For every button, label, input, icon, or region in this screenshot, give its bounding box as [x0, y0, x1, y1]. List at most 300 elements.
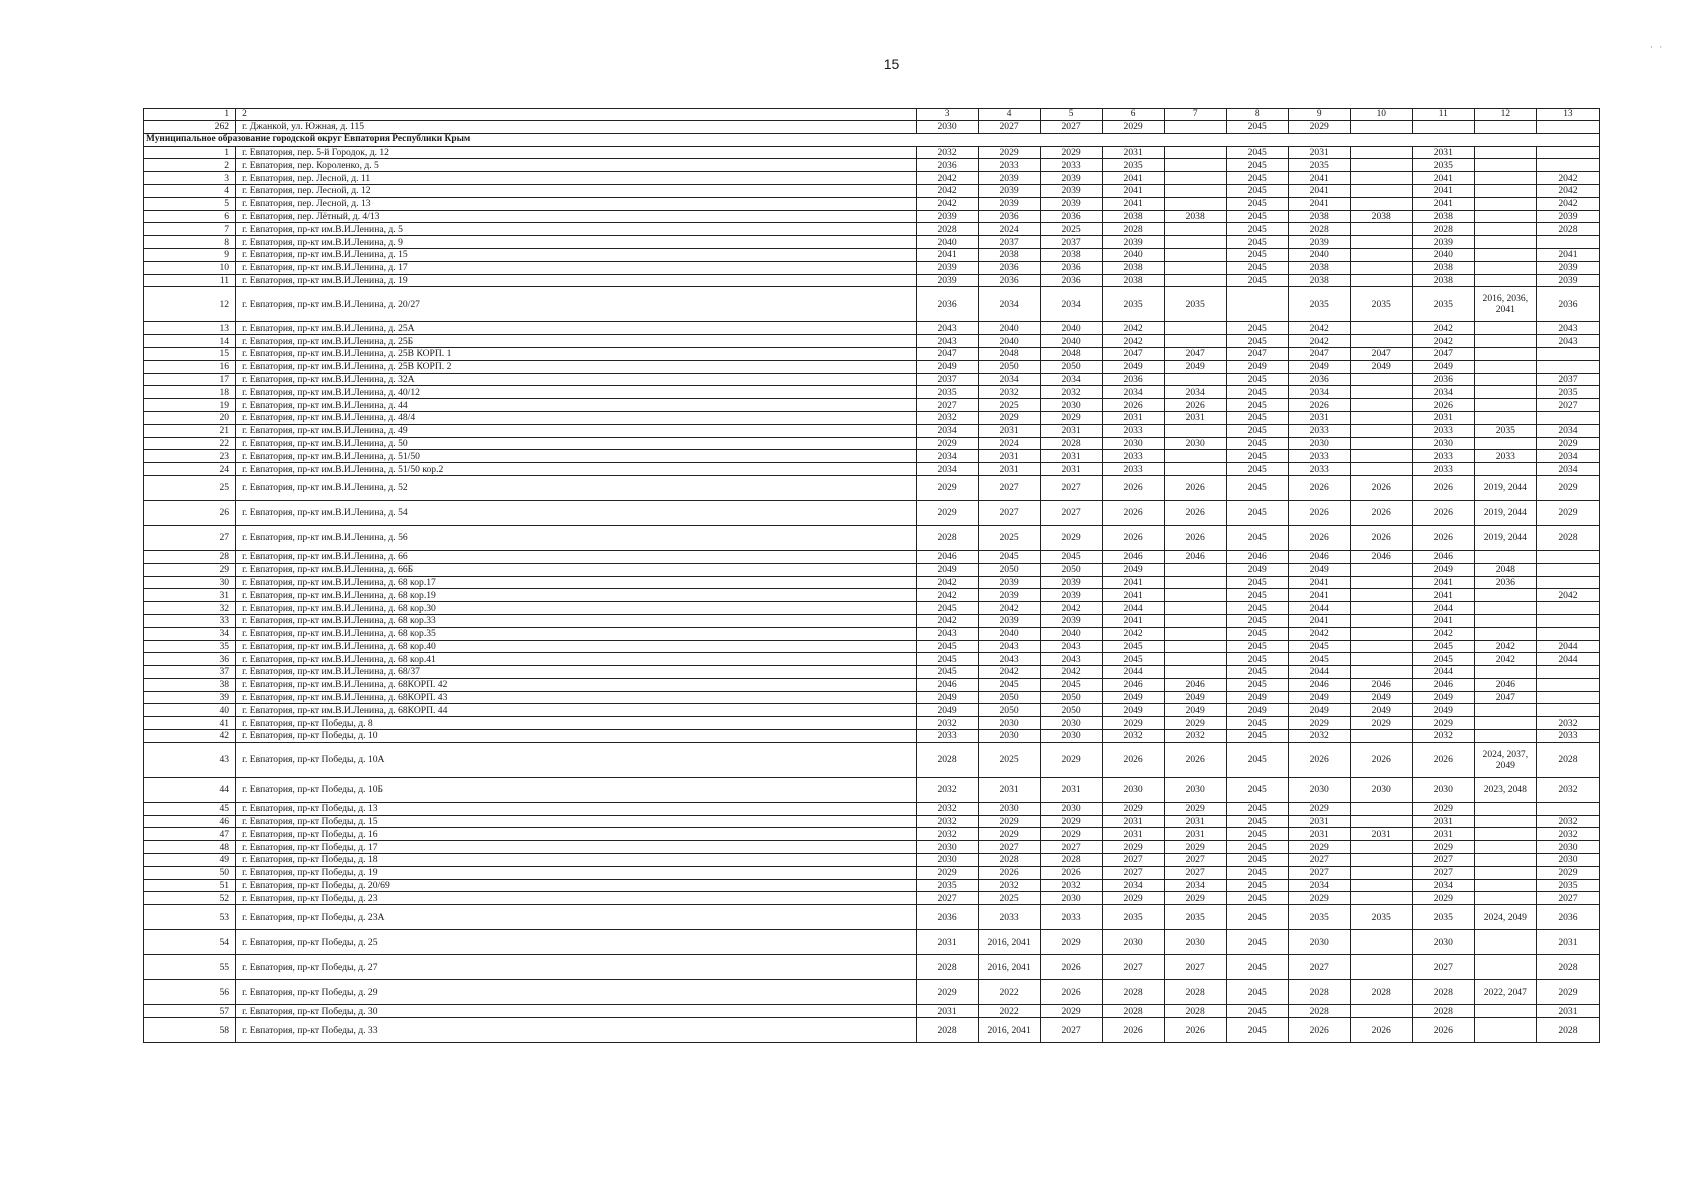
- table-cell-col12: [1474, 437, 1536, 450]
- table-cell-col4: 2040: [978, 627, 1040, 640]
- table-cell-col11: 2026: [1412, 525, 1474, 550]
- table-cell-col2: г. Евпатория, пр-кт им.В.И.Ленина, д. 9: [236, 236, 916, 249]
- table-cell-col1: 25: [144, 475, 236, 500]
- table-cell-col5: 2028: [1040, 854, 1102, 867]
- table-row: [144, 742, 1600, 777]
- table-cell-col3: 2032: [916, 802, 978, 815]
- table-cell-col1: 56: [144, 980, 236, 1005]
- table-cell-col10: 2026: [1350, 500, 1412, 525]
- table-cell-col6: 2035: [1102, 159, 1164, 172]
- table-cell-col12: [1474, 1018, 1536, 1043]
- table-cell-col1: 26: [144, 500, 236, 525]
- table-cell-col5: 2036: [1040, 274, 1102, 287]
- table-cell-col4: 2050: [978, 704, 1040, 717]
- table-row: [144, 815, 1600, 828]
- table-cell-col13: 2028: [1536, 955, 1599, 980]
- table-cell-col8: 2045: [1226, 411, 1288, 424]
- table-cell-col1: 49: [144, 854, 236, 867]
- table-cell-col1: 5: [144, 197, 236, 210]
- table-cell-col2: г. Евпатория, пр-кт им.В.И.Ленина, д. 68КОРП. 42: [236, 678, 916, 691]
- table-cell-col13: 2029: [1536, 980, 1599, 1005]
- table-cell-col13: 2043: [1536, 322, 1599, 335]
- table-cell-col2: г. Евпатория, пр-кт Победы, д. 19: [236, 866, 916, 879]
- table-cell-col3: 2043: [916, 335, 978, 348]
- table-cell-col12: [1474, 223, 1536, 236]
- table-cell-col2: г. Евпатория, пр-кт им.В.И.Ленина, д. 54: [236, 500, 916, 525]
- table-cell-col6: 2033: [1102, 463, 1164, 476]
- table-row: [144, 717, 1600, 730]
- table-cell-col4: 2036: [978, 274, 1040, 287]
- table-cell-col13: 2043: [1536, 335, 1599, 348]
- table-cell-col11: 2047: [1412, 347, 1474, 360]
- table-cell-col6: 2049: [1102, 704, 1164, 717]
- table-cell-col4: 2050: [978, 691, 1040, 704]
- table-cell-col1: 21: [144, 424, 236, 437]
- table-cell-col4: 2036: [978, 261, 1040, 274]
- table-cell-col3: 2029: [916, 437, 978, 450]
- table-cell-col1: 2: [144, 159, 236, 172]
- table-cell-col7: [1164, 627, 1226, 640]
- table-cell-col7: 2030: [1164, 777, 1226, 802]
- table-cell-col5: 2031: [1040, 463, 1102, 476]
- table-cell-col3: 2043: [916, 322, 978, 335]
- table-header-row: [144, 109, 1600, 121]
- table-cell-col3: 2036: [916, 905, 978, 930]
- table-body: [144, 109, 1600, 1043]
- table-cell-col10: [1350, 730, 1412, 743]
- table-cell-col2: г. Евпатория, пер. Лесной, д. 13: [236, 197, 916, 210]
- table-cell-col2: г. Евпатория, пр-кт им.В.И.Ленина, д. 25Б: [236, 335, 916, 348]
- table-row: [144, 589, 1600, 602]
- table-cell-col8: 2045: [1226, 386, 1288, 399]
- table-cell-col11: 2032: [1412, 730, 1474, 743]
- table-cell-col6: 2026: [1102, 525, 1164, 550]
- table-cell-col3: 2042: [916, 197, 978, 210]
- table-cell-col2: г. Евпатория, пер. Лесной, д. 11: [236, 172, 916, 185]
- table-cell-col6: 2028: [1102, 1005, 1164, 1018]
- table-cell-col6: 2044: [1102, 666, 1164, 679]
- table-cell-col12: [1474, 146, 1536, 159]
- table-cell-col11: 2029: [1412, 802, 1474, 815]
- table-cell-col6: 2034: [1102, 879, 1164, 892]
- table-cell-col3: 2039: [916, 274, 978, 287]
- table-row: [144, 411, 1600, 424]
- table-cell-col1: 55: [144, 955, 236, 980]
- section-title: Муниципальное образование городской округ Евпатория Республики Крым: [144, 133, 1600, 146]
- table-row: [144, 955, 1600, 980]
- table-row: [144, 322, 1600, 335]
- table-cell-col10: 10: [1350, 109, 1412, 121]
- table-cell-col9: 2038: [1288, 210, 1350, 223]
- table-cell-col11: 2038: [1412, 210, 1474, 223]
- table-cell-col9: 2041: [1288, 589, 1350, 602]
- table-cell-col2: г. Евпатория, пр-кт им.В.И.Ленина, д. 25В КОРП. 2: [236, 360, 916, 373]
- table-cell-col3: 2049: [916, 563, 978, 576]
- table-cell-col1: 29: [144, 563, 236, 576]
- table-cell-col6: 2035: [1102, 905, 1164, 930]
- table-cell-col13: [1536, 802, 1599, 815]
- table-cell-col10: [1350, 854, 1412, 867]
- table-cell-col7: 2026: [1164, 475, 1226, 500]
- table-cell-col2: г. Евпатория, пр-кт Победы, д. 29: [236, 980, 916, 1005]
- table-cell-col12: [1474, 322, 1536, 335]
- table-cell-col6: 2042: [1102, 627, 1164, 640]
- table-cell-col2: г. Евпатория, пр-кт им.В.И.Ленина, д. 51/50: [236, 450, 916, 463]
- table-cell-col5: 2030: [1040, 399, 1102, 412]
- table-cell-col2: г. Евпатория, пр-кт им.В.И.Ленина, д. 20/27: [236, 287, 916, 322]
- table-cell-col2: г. Евпатория, пр-кт Победы, д. 25: [236, 930, 916, 955]
- table-cell-col9: 2031: [1288, 815, 1350, 828]
- table-cell-col12: 2042: [1474, 653, 1536, 666]
- table-cell-col12: [1474, 184, 1536, 197]
- table-row: [144, 892, 1600, 905]
- table-cell-col13: [1536, 550, 1599, 563]
- table-cell-col9: 2026: [1288, 500, 1350, 525]
- table-cell-col2: г. Евпатория, пр-кт им.В.И.Ленина, д. 5: [236, 223, 916, 236]
- table-cell-col11: 2031: [1412, 146, 1474, 159]
- table-cell-col5: 2043: [1040, 640, 1102, 653]
- table-cell-col7: [1164, 121, 1226, 134]
- table-cell-col5: 2039: [1040, 184, 1102, 197]
- table-cell-col4: 2045: [978, 678, 1040, 691]
- table-cell-col12: [1474, 335, 1536, 348]
- table-cell-col7: 2032: [1164, 730, 1226, 743]
- table-row: [144, 841, 1600, 854]
- table-cell-col4: 2032: [978, 386, 1040, 399]
- table-cell-col11: 2030: [1412, 437, 1474, 450]
- table-cell-col12: [1474, 602, 1536, 615]
- table-cell-col10: [1350, 274, 1412, 287]
- table-row: [144, 828, 1600, 841]
- table-cell-col11: 2026: [1412, 475, 1474, 500]
- table-cell-col13: 2031: [1536, 930, 1599, 955]
- table-cell-col10: 2038: [1350, 210, 1412, 223]
- table-cell-col5: 2043: [1040, 653, 1102, 666]
- table-cell-col8: 2045: [1226, 640, 1288, 653]
- table-cell-col2: г. Евпатория, пр-кт им.В.И.Ленина, д. 15: [236, 248, 916, 261]
- table-cell-col9: 2041: [1288, 172, 1350, 185]
- table-cell-col8: 2045: [1226, 335, 1288, 348]
- table-cell-col5: 2039: [1040, 614, 1102, 627]
- table-cell-col5: 2042: [1040, 602, 1102, 615]
- table-cell-col5: 2042: [1040, 666, 1102, 679]
- table-cell-col7: 2031: [1164, 828, 1226, 841]
- table-cell-col9: 2029: [1288, 717, 1350, 730]
- table-cell-col4: 2029: [978, 815, 1040, 828]
- table-cell-col4: 2050: [978, 563, 1040, 576]
- table-cell-col4: 2043: [978, 640, 1040, 653]
- table-cell-col7: 2026: [1164, 500, 1226, 525]
- table-cell-col4: 2029: [978, 411, 1040, 424]
- table-cell-col2: г. Евпатория, пр-кт им.В.И.Ленина, д. 68/37: [236, 666, 916, 679]
- table-cell-col10: [1350, 450, 1412, 463]
- table-cell-col2: г. Евпатория, пр-кт Победы, д. 8: [236, 717, 916, 730]
- table-cell-col1: 13: [144, 322, 236, 335]
- table-cell-col5: 2037: [1040, 236, 1102, 249]
- table-row: [144, 287, 1600, 322]
- table-cell-col6: 2046: [1102, 678, 1164, 691]
- table-cell-col4: 2025: [978, 399, 1040, 412]
- table-cell-col12: [1474, 373, 1536, 386]
- table-cell-col11: 2042: [1412, 322, 1474, 335]
- table-cell-col1: 52: [144, 892, 236, 905]
- table-cell-col7: 2029: [1164, 802, 1226, 815]
- table-cell-col10: [1350, 373, 1412, 386]
- table-cell-col8: 2045: [1226, 525, 1288, 550]
- table-cell-col8: 2045: [1226, 121, 1288, 134]
- table-row: [144, 980, 1600, 1005]
- table-cell-col12: [1474, 463, 1536, 476]
- table-cell-col4: 2039: [978, 197, 1040, 210]
- table-cell-col13: 2032: [1536, 828, 1599, 841]
- table-cell-col13: 2034: [1536, 450, 1599, 463]
- table-cell-col1: 20: [144, 411, 236, 424]
- table-cell-col4: 2030: [978, 730, 1040, 743]
- table-cell-col5: 2040: [1040, 322, 1102, 335]
- table-cell-col8: 2045: [1226, 777, 1288, 802]
- table-cell-col13: 2039: [1536, 274, 1599, 287]
- table-cell-col4: 2027: [978, 841, 1040, 854]
- table-row: [144, 386, 1600, 399]
- table-cell-col1: 46: [144, 815, 236, 828]
- table-cell-col9: 2045: [1288, 640, 1350, 653]
- table-cell-col11: 2035: [1412, 287, 1474, 322]
- table-row: [144, 905, 1600, 930]
- table-cell-col9: 2047: [1288, 347, 1350, 360]
- table-cell-col7: [1164, 463, 1226, 476]
- table-cell-col9: 2044: [1288, 602, 1350, 615]
- table-cell-col1: 15: [144, 347, 236, 360]
- table-cell-col1: 34: [144, 627, 236, 640]
- table-cell-col11: [1412, 121, 1474, 134]
- table-cell-col11: 2041: [1412, 589, 1474, 602]
- table-cell-col4: 2048: [978, 347, 1040, 360]
- table-cell-col7: [1164, 322, 1226, 335]
- table-cell-col11: 2029: [1412, 892, 1474, 905]
- table-cell-col9: 2044: [1288, 666, 1350, 679]
- table-cell-col8: 2045: [1226, 678, 1288, 691]
- table-cell-col4: 2022: [978, 1005, 1040, 1018]
- table-cell-col3: 2032: [916, 777, 978, 802]
- table-cell-col5: 2030: [1040, 892, 1102, 905]
- table-cell-col11: 2049: [1412, 691, 1474, 704]
- table-cell-col13: 2033: [1536, 730, 1599, 743]
- table-cell-col8: 2045: [1226, 841, 1288, 854]
- table-cell-col4: 2016, 2041: [978, 955, 1040, 980]
- table-cell-col5: 2050: [1040, 360, 1102, 373]
- table-cell-col9: 2049: [1288, 563, 1350, 576]
- table-cell-col13: 2028: [1536, 525, 1599, 550]
- table-cell-col12: [1474, 1005, 1536, 1018]
- table-cell-col3: 2036: [916, 287, 978, 322]
- table-row: [144, 450, 1600, 463]
- table-cell-col5: 2026: [1040, 955, 1102, 980]
- table-cell-col3: 2030: [916, 854, 978, 867]
- table-cell-col7: 2034: [1164, 386, 1226, 399]
- table-cell-col12: [1474, 589, 1536, 602]
- table-cell-col6: 2046: [1102, 550, 1164, 563]
- table-row: [144, 602, 1600, 615]
- table-cell-col3: 2042: [916, 172, 978, 185]
- table-cell-col7: 2026: [1164, 1018, 1226, 1043]
- table-cell-col1: 45: [144, 802, 236, 815]
- table-cell-col6: 2041: [1102, 172, 1164, 185]
- table-cell-col7: [1164, 602, 1226, 615]
- table-cell-col5: 2030: [1040, 802, 1102, 815]
- table-cell-col13: 2031: [1536, 1005, 1599, 1018]
- table-cell-col5: 2031: [1040, 424, 1102, 437]
- table-cell-col11: 2029: [1412, 717, 1474, 730]
- table-cell-col4: 2024: [978, 223, 1040, 236]
- table-cell-col8: 2045: [1226, 627, 1288, 640]
- table-cell-col12: 2019, 2044: [1474, 500, 1536, 525]
- table-cell-col8: 2045: [1226, 666, 1288, 679]
- table-cell-col3: 2033: [916, 730, 978, 743]
- table-cell-col4: 2043: [978, 653, 1040, 666]
- table-cell-col6: 2026: [1102, 475, 1164, 500]
- table-cell-col5: 2034: [1040, 287, 1102, 322]
- table-row: [144, 500, 1600, 525]
- table-cell-col9: 2045: [1288, 653, 1350, 666]
- table-cell-col2: г. Евпатория, пр-кт им.В.И.Ленина, д. 32А: [236, 373, 916, 386]
- table-cell-col12: [1474, 261, 1536, 274]
- table-cell-col9: 2029: [1288, 892, 1350, 905]
- table-cell-col3: 2034: [916, 450, 978, 463]
- table-cell-col12: [1474, 866, 1536, 879]
- table-cell-col2: г. Евпатория, пр-кт им.В.И.Ленина, д. 68КОРП. 44: [236, 704, 916, 717]
- table-cell-col11: 2033: [1412, 463, 1474, 476]
- table-cell-col9: 2031: [1288, 411, 1350, 424]
- table-cell-col10: [1350, 121, 1412, 134]
- table-cell-col1: 37: [144, 666, 236, 679]
- table-cell-col7: 2028: [1164, 980, 1226, 1005]
- table-cell-col6: 2049: [1102, 360, 1164, 373]
- table-cell-col6: 2033: [1102, 450, 1164, 463]
- table-cell-col8: 2049: [1226, 360, 1288, 373]
- table-cell-col13: [1536, 159, 1599, 172]
- table-cell-col13: 2030: [1536, 854, 1599, 867]
- table-cell-col1: 19: [144, 399, 236, 412]
- table-cell-col5: 2039: [1040, 576, 1102, 589]
- table-cell-col9: 2033: [1288, 463, 1350, 476]
- table-cell-col9: 2031: [1288, 828, 1350, 841]
- table-cell-col3: 2027: [916, 399, 978, 412]
- table-cell-col2: г. Евпатория, пр-кт им.В.И.Ленина, д. 51/50 кор.2: [236, 463, 916, 476]
- table-cell-col7: 7: [1164, 109, 1226, 121]
- table-cell-col9: 2032: [1288, 730, 1350, 743]
- table-cell-col12: [1474, 236, 1536, 249]
- table-cell-col7: 2027: [1164, 854, 1226, 867]
- table-row: [144, 550, 1600, 563]
- table-cell-col4: 2039: [978, 576, 1040, 589]
- table-cell-col5: 2031: [1040, 777, 1102, 802]
- table-cell-col6: 2026: [1102, 500, 1164, 525]
- table-row: [144, 576, 1600, 589]
- table-cell-col12: 2019, 2044: [1474, 475, 1536, 500]
- table-cell-col6: 2031: [1102, 815, 1164, 828]
- table-cell-col5: 2026: [1040, 866, 1102, 879]
- table-cell-col11: 2029: [1412, 841, 1474, 854]
- table-cell-col11: 2035: [1412, 905, 1474, 930]
- table-cell-col6: 2041: [1102, 614, 1164, 627]
- table-cell-col6: 2035: [1102, 287, 1164, 322]
- table-cell-col1: 48: [144, 841, 236, 854]
- table-cell-col1: 24: [144, 463, 236, 476]
- table-cell-col5: 5: [1040, 109, 1102, 121]
- table-row: [144, 640, 1600, 653]
- table-cell-col6: 2041: [1102, 576, 1164, 589]
- table-cell-col12: 2035: [1474, 424, 1536, 437]
- table-cell-col3: 2032: [916, 815, 978, 828]
- table-cell-col1: 9: [144, 248, 236, 261]
- table-cell-col11: 2033: [1412, 450, 1474, 463]
- table-cell-col9: 2035: [1288, 159, 1350, 172]
- table-cell-col13: 2041: [1536, 248, 1599, 261]
- table-cell-col12: 2046: [1474, 678, 1536, 691]
- table-cell-col3: 2039: [916, 210, 978, 223]
- table-cell-col10: [1350, 589, 1412, 602]
- table-cell-col12: [1474, 550, 1536, 563]
- table-cell-col1: 30: [144, 576, 236, 589]
- table-cell-col7: 2049: [1164, 704, 1226, 717]
- table-cell-col10: [1350, 184, 1412, 197]
- table-cell-col7: [1164, 236, 1226, 249]
- table-cell-col9: 2041: [1288, 614, 1350, 627]
- table-cell-col3: 2032: [916, 828, 978, 841]
- table-cell-col4: 2042: [978, 602, 1040, 615]
- table-cell-col13: [1536, 347, 1599, 360]
- table-cell-col9: 2042: [1288, 335, 1350, 348]
- table-cell-col4: 2027: [978, 500, 1040, 525]
- table-cell-col10: 2046: [1350, 550, 1412, 563]
- table-cell-col7: [1164, 248, 1226, 261]
- table-cell-col8: 2045: [1226, 717, 1288, 730]
- table-cell-col6: 2027: [1102, 854, 1164, 867]
- table-cell-col6: 2030: [1102, 777, 1164, 802]
- table-cell-col2: г. Евпатория, пер. Короленко, д. 5: [236, 159, 916, 172]
- table-cell-col9: 2026: [1288, 742, 1350, 777]
- table-cell-col12: 2047: [1474, 691, 1536, 704]
- table-cell-col1: 27: [144, 525, 236, 550]
- table-cell-col11: 2038: [1412, 261, 1474, 274]
- table-cell-col13: 2044: [1536, 653, 1599, 666]
- table-row: [144, 802, 1600, 815]
- table-cell-col11: 2041: [1412, 172, 1474, 185]
- table-cell-col12: [1474, 274, 1536, 287]
- table-row: [144, 172, 1600, 185]
- table-cell-col13: 2042: [1536, 197, 1599, 210]
- table-cell-col6: 2029: [1102, 802, 1164, 815]
- table-cell-col8: 2045: [1226, 248, 1288, 261]
- table-row: [144, 563, 1600, 576]
- data-table: [143, 108, 1600, 1043]
- table-cell-col8: 2045: [1226, 815, 1288, 828]
- table-cell-col2: 2: [236, 109, 916, 121]
- table-cell-col10: [1350, 335, 1412, 348]
- table-cell-col9: 2027: [1288, 955, 1350, 980]
- table-cell-col1: 11: [144, 274, 236, 287]
- table-cell-col10: [1350, 197, 1412, 210]
- table-cell-col3: 2032: [916, 146, 978, 159]
- table-cell-col1: 42: [144, 730, 236, 743]
- table-row: [144, 274, 1600, 287]
- table-cell-col12: [1474, 666, 1536, 679]
- table-cell-col9: 2029: [1288, 121, 1350, 134]
- table-cell-col2: г. Евпатория, пр-кт им.В.И.Ленина, д. 68 кор.40: [236, 640, 916, 653]
- table-cell-col3: 2045: [916, 653, 978, 666]
- table-cell-col10: [1350, 627, 1412, 640]
- table-cell-col6: 2041: [1102, 589, 1164, 602]
